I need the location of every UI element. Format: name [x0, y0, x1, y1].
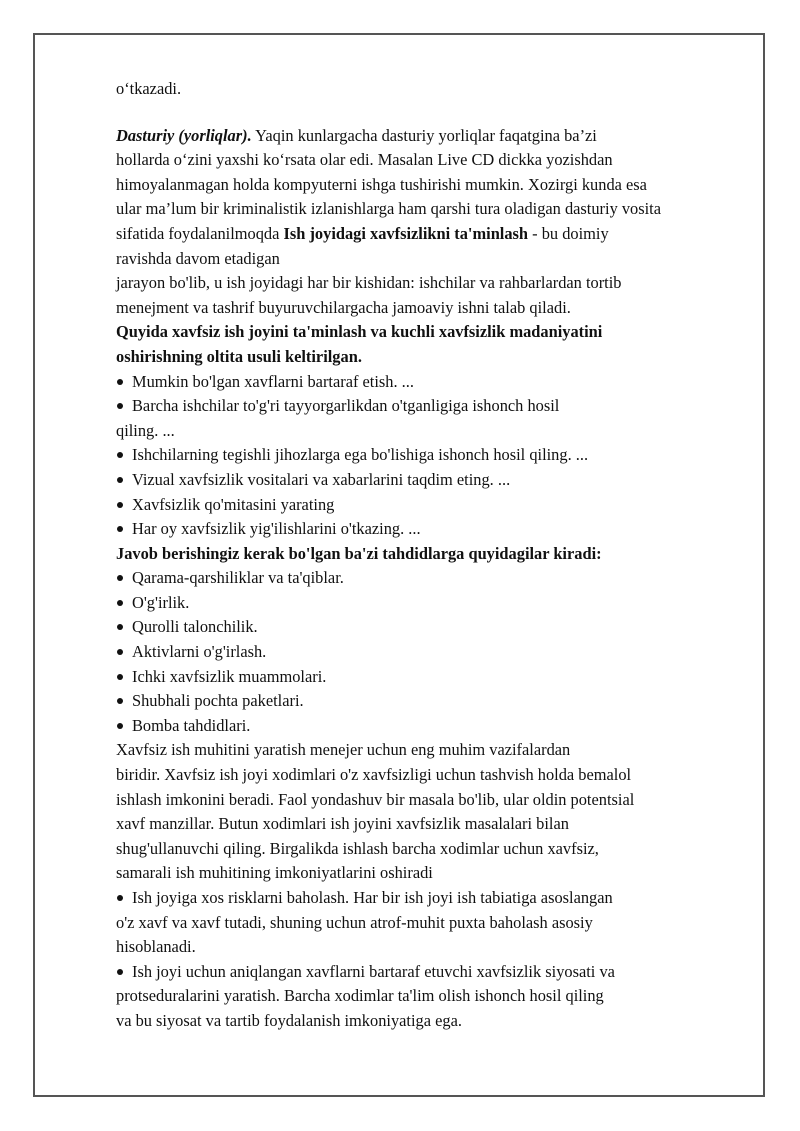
- text-line: hollarda o‘zini yaxshi ko‘rsata olar edi. Masalan Live CD dickka yozishdan: [116, 150, 613, 170]
- text-span: - bu doimiy: [528, 223, 609, 243]
- list-item: Qurolli talonchilik.: [116, 615, 746, 640]
- list-item-cont: o'z xavf va xavf tutadi, shuning uchun atrof-muhit puxta baholash asosiy: [116, 912, 593, 932]
- section-heading: Quyida xavfsiz ish joyini ta'minlash va kuchli xavfsizlik madaniyatini: [116, 322, 603, 342]
- list-item: Qarama-qarshiliklar va ta'qiblar.: [116, 566, 746, 591]
- list-item: Har oy xavfsizlik yig'ilishlarini o'tkazing. ...: [116, 517, 746, 542]
- text-line: ravishda davom etadigan: [116, 248, 280, 268]
- text-line: menejment va tashrif buyuruvchilargacha jamoaviy ishni talab qiladi.: [116, 297, 571, 317]
- list-item: Ish joyiga xos risklarni baholash. Har bir ish joyi ish tabiatiga asoslangan: [116, 886, 746, 911]
- list-item: Ichki xavfsizlik muammolari.: [116, 665, 746, 690]
- list-item-cont: protseduralarini yaratish. Barcha xodimlar ta'lim olish ishonch hosil qiling: [116, 986, 604, 1006]
- paragraph-gap: [116, 102, 746, 124]
- list-item: Shubhali pochta paketlari.: [116, 689, 746, 714]
- text-line: Xavfsiz ish muhitini yaratish menejer uchun eng muhim vazifalardan: [116, 740, 571, 760]
- paragraph-line: [116, 222, 746, 247]
- paragraph-line: [116, 124, 746, 149]
- text-line: samarali ish muhitining imkoniyatlarini oshiradi: [116, 863, 433, 883]
- list-item-cont: hisoblanadi.: [116, 937, 196, 957]
- list-item: Vizual xavfsizlik vositalari va xabarlarini taqdim eting. ...: [116, 468, 746, 493]
- text-line: ishlash imkonini beradi. Faol yondashuv bir masala bo'lib, ular oldin potentsial: [116, 789, 635, 809]
- section-heading: Javob berishingiz kerak bo'lgan ba'zi tahdidlarga quyidagilar kiradi:: [116, 543, 602, 563]
- list-item: Xavfsizlik qo'mitasini yarating: [116, 493, 746, 518]
- list-item: Mumkin bo'lgan xavflarni bartaraf etish. ...: [116, 370, 746, 395]
- list-item: Ish joyi uchun aniqlangan xavflarni bartaraf etuvchi xavfsizlik siyosati va: [116, 960, 746, 985]
- section-term: Dasturiy (yorliqlar).: [116, 125, 252, 145]
- list-item: O'g'irlik.: [116, 591, 746, 616]
- list-item: Ishchilarning tegishli jihozlarga ega bo'lishiga ishonch hosil qiling. ...: [116, 443, 746, 468]
- list-item: Aktivlarni o'g'irlash.: [116, 640, 746, 665]
- text-line: o‘tkazadi.: [116, 79, 182, 98]
- text-line: jarayon bo'lib, u ish joyidagi har bir kishidan: ishchilar va rahbarlardan tortib: [116, 273, 622, 293]
- list-item-cont: qiling. ...: [116, 420, 175, 440]
- text-span: sifatida foydalanilmoqda: [116, 223, 284, 243]
- section-heading-cont: oshirishning oltita usuli keltirilgan.: [116, 346, 362, 366]
- list-item: Bomba tahdidlari.: [116, 714, 746, 739]
- document-body: [116, 77, 746, 1034]
- text-line: biridir. Xavfsiz ish joyi xodimlari o'z xavfsizligi uchun tashvish holda bemalol: [116, 765, 632, 785]
- text-line: ular ma’lum bir kriminalistik izlanishlarga ham qarshi tura oladigan dasturiy vosita: [116, 199, 662, 219]
- text-line: shug'ullanuvchi qiling. Birgalikda ishlash barcha xodimlar uchun xavfsiz,: [116, 838, 599, 858]
- bold-phrase: Ish joyidagi xavfsizlikni ta'minlash: [283, 223, 529, 243]
- text-span: Yaqin kunlargacha dasturiy yorliqlar faqatgina ba’zi: [251, 125, 597, 145]
- text-line: xavf manzillar. Butun xodimlari ish joyini xavfsizlik masalalari bilan: [116, 814, 569, 834]
- text-line: himoyalanmagan holda kompyuterni ishga tushirishi mumkin. Xozirgi kunda esa: [116, 174, 647, 194]
- list-item: Barcha ishchilar to'g'ri tayyorgarlikdan o'tganligiga ishonch hosil: [116, 394, 746, 419]
- list-item-cont: va bu siyosat va tartib foydalanish imkoniyatiga ega.: [116, 1010, 462, 1030]
